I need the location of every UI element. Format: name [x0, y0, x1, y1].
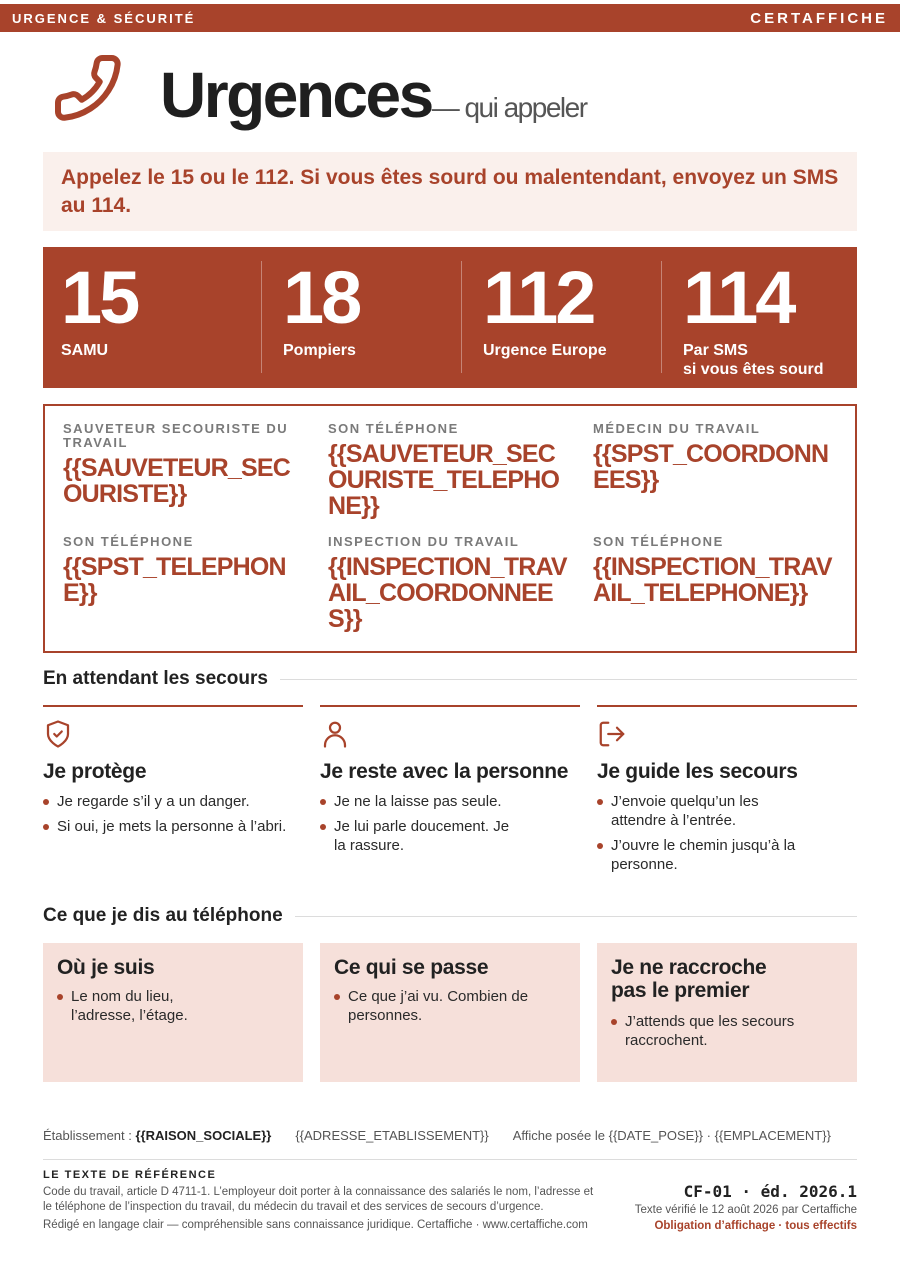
- section-title: Ce que je dis au téléphone: [43, 905, 283, 926]
- contact-inspection-phone: SON TÉLÉPHONE {{INSPECTION_TRAVAIL_TELEPHONE}}: [593, 534, 832, 607]
- reference-title: LE TEXTE DE RÉFÉRENCE: [43, 1169, 217, 1181]
- card-what: Ce qui se passe Ce que j’ai vu. Combien de personnes.: [320, 943, 580, 1082]
- top-banner: [0, 4, 900, 32]
- shield-check-icon: [43, 719, 73, 749]
- brand-label: CERTAFFICHE: [750, 9, 888, 27]
- step-protect: Je protège Je regarde s’il y a un danger. Si oui, je mets la personne à l’abri.: [43, 705, 303, 842]
- category-label: URGENCE & SÉCURITÉ: [12, 10, 196, 26]
- step-guide: Je guide les secours J’envoie quelqu’un les attendre à l’entrée. J’ouvre le chemin jusqu’à la personne.: [597, 705, 857, 880]
- contact-medecin: MÉDECIN DU TRAVAIL {{SPST_COORDONNEES}}: [593, 421, 829, 494]
- card-dont-hang-up: Je ne raccroche pas le premier J’attends que les secours raccrochent.: [597, 943, 857, 1082]
- number-samu: 15 SAMU: [61, 256, 138, 359]
- page-subtitle: — qui appeler: [431, 92, 587, 123]
- number-sms: 114 Par SMS si vous êtes sourd: [683, 256, 824, 378]
- contact-sst-phone: SON TÉLÉPHONE {{SAUVETEUR_SECOURISTE_TELEPHONE}}: [328, 421, 560, 520]
- card-where: Où je suis Le nom du lieu, l’adresse, l’étage.: [43, 943, 303, 1082]
- exit-door-icon: [597, 719, 627, 749]
- number-pompiers: 18 Pompiers: [283, 256, 360, 359]
- phone-icon: [52, 48, 124, 128]
- contact-medecin-phone: SON TÉLÉPHONE {{SPST_TELEPHONE}}: [63, 534, 286, 607]
- page-header: [52, 48, 852, 138]
- establishment-line: Établissement : {{RAISON_SOCIALE}} {{ADRESSE_ETABLISSEMENT}} Affiche posée le {{DATE_POSE}} · {{EMPLACEMENT}}: [43, 1128, 831, 1143]
- step-stay: Je reste avec la personne Je ne la laisse pas seule. Je lui parle doucement. Je la rassure.: [320, 705, 580, 861]
- obligation-note: Obligation d’affichage · tous effectifs: [654, 1220, 857, 1232]
- section-title: En attendant les secours: [43, 668, 268, 689]
- contact-inspection: INSPECTION DU TRAVAIL {{INSPECTION_TRAVAIL_COORDONNEES}}: [328, 534, 567, 633]
- edition-code: CF-01 · éd. 2026.1: [683, 1182, 857, 1201]
- page-title: Urgences— qui appeler: [160, 59, 587, 131]
- section-phone: [43, 905, 857, 927]
- person-icon: [320, 719, 350, 749]
- alert-box: Appelez le 15 ou le 112. Si vous êtes sourd ou malentendant, envoyez un SMS au 114.: [43, 152, 857, 231]
- section-waiting: [43, 668, 857, 690]
- reference-text: Code du travail, article D 4711-1. L’employeur doit porter à la connaissance des salariés le nom, l’adresse et le téléphone de l’inspection du travail, du médecin du travail et des services de secours d’urgence.: [43, 1186, 594, 1213]
- plain-language-note: Rédigé en langage clair — compréhensible sans connaissance juridique. Certaffiche · www.certaffiche.com: [43, 1219, 588, 1231]
- contact-sst: SAUVETEUR SECOURISTE DU TRAVAIL {{SAUVETEUR_SECOURISTE}}: [63, 421, 290, 508]
- verified-note: Texte vérifié le 12 août 2026 par Certaffiche: [634, 1204, 857, 1216]
- contacts-box: [43, 404, 857, 653]
- number-urgence-europe: 112 Urgence Europe: [483, 256, 607, 359]
- emergency-numbers: [43, 247, 857, 388]
